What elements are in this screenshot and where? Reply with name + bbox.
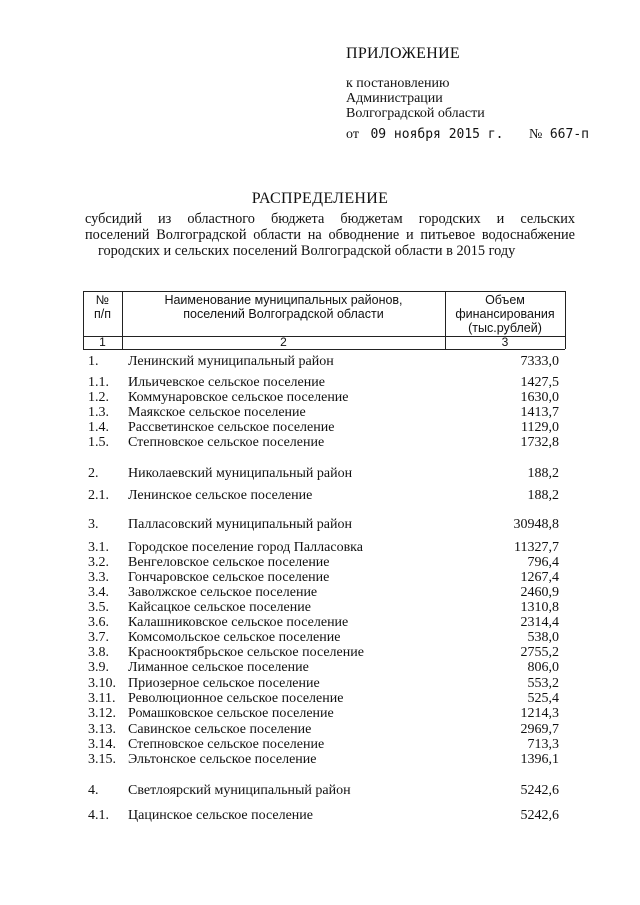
- row-number: 3.11.: [88, 691, 116, 706]
- row-number: 1.2.: [88, 390, 109, 405]
- row-amount: 806,0: [527, 660, 559, 675]
- date-prefix: от: [346, 127, 359, 142]
- row-number: 3.10.: [88, 676, 116, 691]
- row-number: 2.1.: [88, 488, 109, 503]
- row-name: Эльтонское сельское поселение: [128, 752, 317, 767]
- table-row: [0, 420, 640, 435]
- row-number: 3.2.: [88, 555, 109, 570]
- row-amount: 713,3: [527, 737, 559, 752]
- table-row: [0, 737, 640, 752]
- row-amount: 1396,1: [520, 752, 559, 767]
- header-vline: [565, 291, 566, 349]
- row-number: 3.14.: [88, 737, 116, 752]
- row-name: Гончаровское сельское поселение: [128, 570, 330, 585]
- table-row: [0, 676, 640, 691]
- row-name: Светлоярский муниципальный район: [128, 783, 351, 798]
- table-row: [0, 660, 640, 675]
- subtitle-line: субсидий из областного бюджета бюджетам городских и сельских: [85, 211, 575, 227]
- row-number: 1.: [88, 354, 99, 369]
- appendix-dateline: [346, 127, 589, 143]
- row-number: 4.1.: [88, 808, 109, 823]
- table-row: [0, 405, 640, 420]
- row-name: Заволжское сельское поселение: [128, 585, 318, 600]
- row-amount: 1310,8: [520, 600, 559, 615]
- row-number: 3.4.: [88, 585, 109, 600]
- row-name: Савинское сельское поселение: [128, 722, 312, 737]
- table-row: [0, 435, 640, 450]
- header-num-line: п/п: [93, 307, 111, 321]
- row-name: Цацинское сельское поселение: [128, 808, 313, 823]
- table-row: [0, 645, 640, 660]
- table-row: [0, 752, 640, 767]
- table-row: [0, 600, 640, 615]
- row-number: 1.5.: [88, 435, 109, 450]
- subtitle-line: городских и сельских поселений Волгоградской области в 2015 году: [98, 243, 516, 259]
- row-number: 3.1.: [88, 540, 109, 555]
- table-row: [0, 488, 640, 503]
- row-number: 3.12.: [88, 706, 116, 721]
- row-amount: 1267,4: [520, 570, 559, 585]
- appendix-line-administration: Администрации: [346, 91, 443, 106]
- table-row: [0, 630, 640, 645]
- table-row: [0, 390, 640, 405]
- table-row: [0, 783, 640, 798]
- header-name-line: поселений Волгоградской области: [183, 307, 384, 321]
- document-title: РАСПРЕДЕЛЕНИЕ: [251, 190, 389, 207]
- row-number: 3.7.: [88, 630, 109, 645]
- row-amount: 5242,6: [520, 808, 559, 823]
- row-amount: 1413,7: [520, 405, 559, 420]
- row-number: 3.15.: [88, 752, 116, 767]
- row-name: Революционное сельское поселение: [128, 691, 344, 706]
- row-name: Коммунаровское сельское поселение: [128, 390, 349, 405]
- header-num: [83, 293, 122, 321]
- row-name: Палласовский муниципальный район: [128, 517, 352, 532]
- row-name: Комсомольское сельское поселение: [128, 630, 341, 645]
- row-name: Рассветинское сельское поселение: [128, 420, 335, 435]
- row-number: 1.3.: [88, 405, 109, 420]
- number-value: 667-п: [549, 127, 589, 142]
- row-number: 3.9.: [88, 660, 109, 675]
- row-amount: 1129,0: [521, 420, 559, 435]
- row-amount: 2314,4: [520, 615, 559, 630]
- header-amount-line: Объем: [485, 293, 525, 307]
- table-row: [0, 691, 640, 706]
- row-name: Ленинский муниципальный район: [128, 354, 334, 369]
- row-number: 3.13.: [88, 722, 116, 737]
- row-amount: 553,2: [527, 676, 559, 691]
- table-row: [0, 570, 640, 585]
- row-number: 2.: [88, 466, 99, 481]
- row-amount: 1630,0: [520, 390, 559, 405]
- row-number: 3.5.: [88, 600, 109, 615]
- row-name: Николаевский муниципальный район: [128, 466, 353, 481]
- row-amount: 1214,3: [520, 706, 559, 721]
- row-name: Кайсацкое сельское поселение: [128, 600, 311, 615]
- row-amount: 2969,7: [520, 722, 559, 737]
- header-bottom-border: [83, 349, 565, 350]
- row-name: Краснооктябрьское сельское поселение: [128, 645, 364, 660]
- header-amount-line: (тыс.рублей): [468, 321, 542, 335]
- appendix-line-decree: к постановлению: [346, 76, 450, 91]
- row-number: 4.: [88, 783, 99, 798]
- row-amount: 1427,5: [520, 375, 559, 390]
- row-number: 3.6.: [88, 615, 109, 630]
- appendix-title: ПРИЛОЖЕНИЕ: [346, 45, 461, 62]
- header-name-line: Наименование муниципальных районов,: [164, 293, 403, 307]
- row-name: Ильичевское сельское поселение: [128, 375, 325, 390]
- row-name: Степновское сельское поселение: [128, 737, 325, 752]
- header-num-line: №: [95, 293, 110, 307]
- table-row: [0, 555, 640, 570]
- row-amount: 2755,2: [520, 645, 559, 660]
- row-amount: 538,0: [527, 630, 559, 645]
- column-number-2: 2: [280, 335, 287, 349]
- row-number: 3.3.: [88, 570, 109, 585]
- row-amount: 188,2: [527, 466, 559, 481]
- table-row: [0, 517, 640, 532]
- row-amount: 525,4: [527, 691, 559, 706]
- row-amount: 188,2: [527, 488, 559, 503]
- table-row: [0, 585, 640, 600]
- row-number: 3.8.: [88, 645, 109, 660]
- row-amount: 7333,0: [520, 354, 559, 369]
- row-name: Венгеловское сельское поселение: [128, 555, 330, 570]
- table-row: [0, 354, 640, 369]
- column-number-1: 1: [99, 335, 106, 349]
- row-amount: 5242,6: [520, 783, 559, 798]
- row-amount: 11327,7: [514, 540, 559, 555]
- row-amount: 2460,9: [520, 585, 559, 600]
- row-name: Степновское сельское поселение: [128, 435, 325, 450]
- table-row: [0, 615, 640, 630]
- column-number-3: 3: [501, 335, 509, 349]
- row-name: Лиманное сельское поселение: [128, 660, 309, 675]
- row-name: Ленинское сельское поселение: [128, 488, 313, 503]
- row-name: Городское поселение город Палласовка: [128, 540, 363, 555]
- row-amount: 30948,8: [513, 517, 559, 532]
- row-amount: 1732,8: [520, 435, 559, 450]
- subtitle-line: поселений Волгоградской области на обводнение и питьевое водоснабжение: [85, 227, 575, 243]
- table-row: [0, 722, 640, 737]
- row-name: Маякское сельское поселение: [128, 405, 306, 420]
- row-number: 3.: [88, 517, 99, 532]
- row-name: Приозерное сельское поселение: [128, 676, 320, 691]
- table-row: [0, 375, 640, 390]
- header-top-border: [83, 291, 565, 292]
- header-amount: [445, 293, 565, 335]
- table-row: [0, 540, 640, 555]
- number-prefix: №: [529, 127, 543, 142]
- appendix-line-region: Волгоградской области: [346, 106, 485, 121]
- date-value: 09 ноября 2015 г.: [370, 127, 504, 142]
- row-name: Калашниковское сельское поселение: [128, 615, 349, 630]
- table-row: [0, 466, 640, 481]
- table-row: [0, 808, 640, 823]
- header-name: [122, 293, 445, 321]
- row-amount: 796,4: [527, 555, 559, 570]
- row-number: 1.4.: [88, 420, 109, 435]
- table-row: [0, 706, 640, 721]
- row-name: Ромашковское сельское поселение: [128, 706, 334, 721]
- header-amount-line: финансирования: [455, 307, 555, 321]
- row-number: 1.1.: [88, 375, 109, 390]
